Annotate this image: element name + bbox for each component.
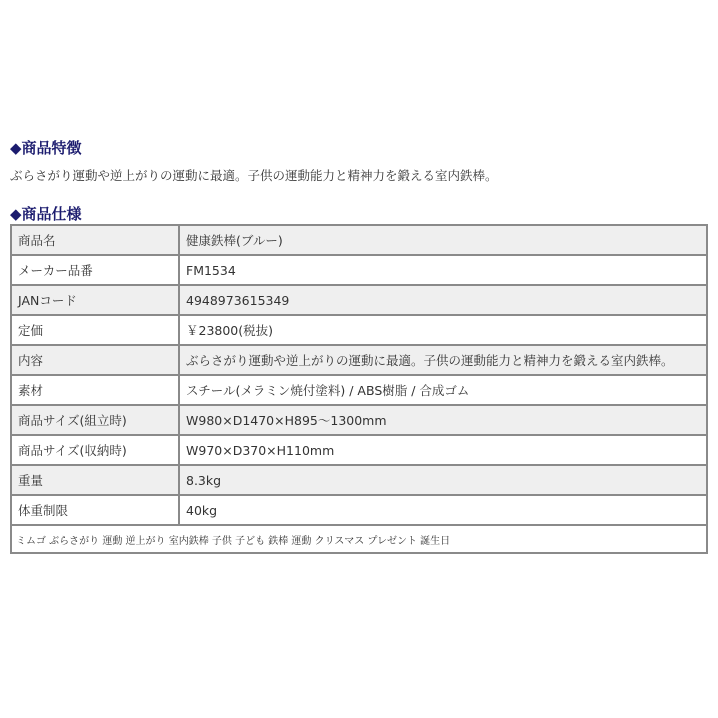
spec-row xyxy=(11,225,707,255)
spec-label: 内容 xyxy=(11,345,179,375)
spec-value: 4948973615349 xyxy=(179,285,707,315)
spec-label: 商品サイズ(組立時) xyxy=(11,405,179,435)
spec-value: ￥23800(税抜) xyxy=(179,315,707,345)
spec-label: JANコード xyxy=(11,285,179,315)
spec-value: 8.3kg xyxy=(179,465,707,495)
spec-value: ぶらさがり運動や逆上がりの運動に最適。子供の運動能力と精神力を鍛える室内鉄棒。 xyxy=(179,345,707,375)
features-text: ぶらさがり運動や逆上がりの運動に最適。子供の運動能力と精神力を鍛える室内鉄棒。 xyxy=(10,168,498,183)
spec-row xyxy=(11,435,707,465)
spec-value: W970×D370×H110mm xyxy=(179,435,707,465)
spec-row xyxy=(11,315,707,345)
spec-row xyxy=(11,495,707,525)
features-heading: ◆商品特徴 xyxy=(10,139,82,157)
spec-row xyxy=(11,255,707,285)
spec-label: 商品サイズ(収納時) xyxy=(11,435,179,465)
spec-value: W980×D1470×H895～1300mm xyxy=(179,405,707,435)
spec-value: 健康鉄棒(ブルー) xyxy=(179,225,707,255)
spec-row xyxy=(11,405,707,435)
spec-row xyxy=(11,285,707,315)
spec-label: 素材 xyxy=(11,375,179,405)
specs-heading: ◆商品仕様 xyxy=(10,205,82,223)
specs-table xyxy=(10,224,708,554)
spec-label: 重量 xyxy=(11,465,179,495)
spec-label: メーカー品番 xyxy=(11,255,179,285)
spec-row xyxy=(11,465,707,495)
spec-row xyxy=(11,375,707,405)
spec-row xyxy=(11,345,707,375)
spec-value: 40kg xyxy=(179,495,707,525)
keywords-row xyxy=(11,525,707,553)
spec-label: 体重制限 xyxy=(11,495,179,525)
keywords: ミムゴ ぶらさがり 運動 逆上がり 室内鉄棒 子供 子ども 鉄棒 運動 クリスマス プレゼント 誕生日 xyxy=(11,525,707,553)
spec-label: 商品名 xyxy=(11,225,179,255)
spec-label: 定価 xyxy=(11,315,179,345)
spec-value: スチール(メラミン焼付塗料) / ABS樹脂 / 合成ゴム xyxy=(179,375,707,405)
spec-value: FM1534 xyxy=(179,255,707,285)
